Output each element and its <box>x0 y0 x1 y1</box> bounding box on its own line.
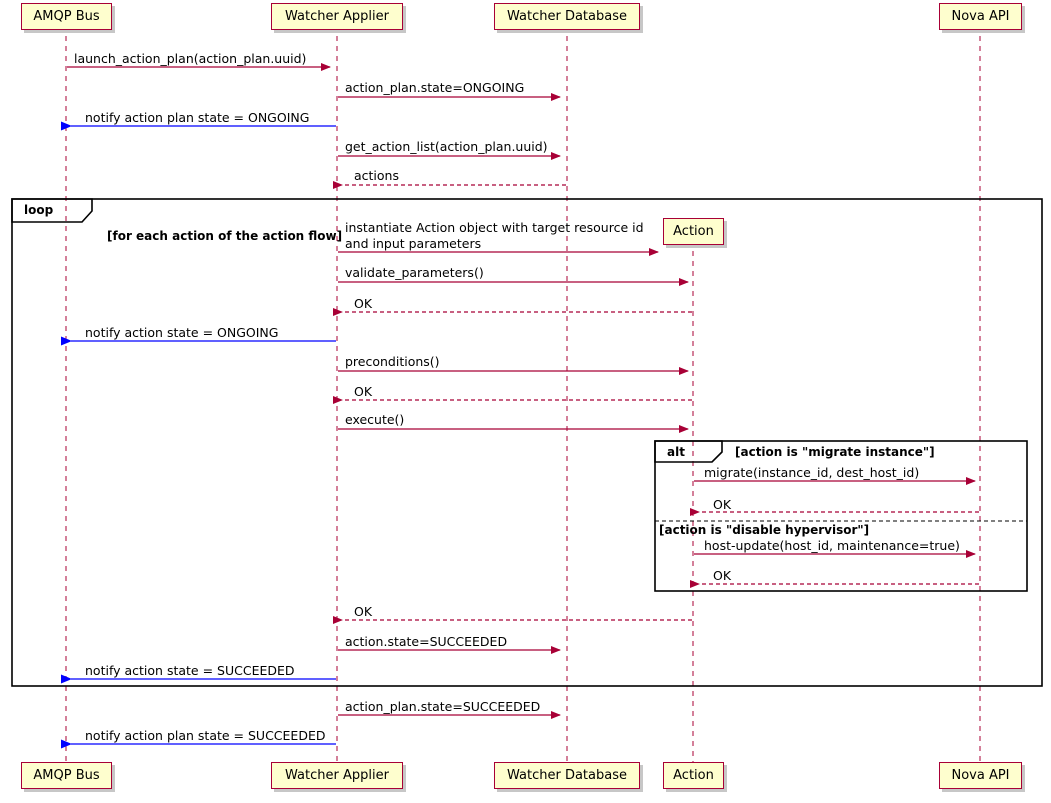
loop-fragment-tag: loop <box>24 203 54 217</box>
message-label: OK <box>713 497 732 512</box>
message-label: host-update(host_id, maintenance=true) <box>704 538 960 553</box>
message-label: instantiate Action object with target resource id <box>345 220 644 235</box>
participant-watcher-applier-bottom[interactable] <box>271 762 403 789</box>
participant-amqp-bus-top[interactable] <box>21 3 112 30</box>
message-label: validate_parameters() <box>345 265 484 280</box>
participant-action-bottom[interactable] <box>663 762 724 789</box>
participant-label: Watcher Database <box>507 768 627 783</box>
message-label: OK <box>354 296 373 311</box>
message-label: action_plan.state=SUCCEEDED <box>345 699 541 714</box>
loop-fragment <box>12 199 1042 686</box>
message-label: action_plan.state=ONGOING <box>345 80 525 95</box>
participant-nova-api-bottom[interactable] <box>939 762 1022 789</box>
alt-fragment <box>655 441 1027 591</box>
loop-fragment-label: [for each action of the action flow] <box>107 229 343 243</box>
alt-fragment-tag: alt <box>667 445 685 459</box>
message-label: OK <box>354 384 373 399</box>
participant-label: AMQP Bus <box>33 9 100 24</box>
message-label: get_action_list(action_plan.uuid) <box>345 139 548 154</box>
message-label: execute() <box>345 412 405 427</box>
participant-watcher-applier-top[interactable] <box>271 3 403 30</box>
message-label: notify action plan state = ONGOING <box>85 110 310 125</box>
message-label: notify action state = ONGOING <box>85 325 279 340</box>
participant-amqp-bus-bottom[interactable] <box>21 762 112 789</box>
message-label: action.state=SUCCEEDED <box>345 634 508 649</box>
message-label: actions <box>354 168 399 183</box>
participant-label: Watcher Applier <box>285 9 389 24</box>
message-label: preconditions() <box>345 354 440 369</box>
message-label: and input parameters <box>345 236 482 251</box>
message-label: migrate(instance_id, dest_host_id) <box>704 465 920 480</box>
participant-nova-api-top[interactable] <box>939 3 1022 30</box>
participant-label: Nova API <box>951 768 1010 783</box>
participant-watcher-database-top[interactable] <box>494 3 640 30</box>
message-label: notify action plan state = SUCCEEDED <box>85 728 326 743</box>
participant-action-created[interactable] <box>663 218 724 245</box>
message-arrows <box>67 67 979 744</box>
message-label: launch_action_plan(action_plan.uuid) <box>74 51 307 66</box>
participant-watcher-database-bottom[interactable] <box>494 762 640 789</box>
alt-fragment-label: [action is "migrate instance"] <box>735 445 935 459</box>
message-label: OK <box>713 568 732 583</box>
message-label: OK <box>354 604 373 619</box>
participant-label: Action <box>673 224 714 239</box>
participant-label: AMQP Bus <box>33 768 100 783</box>
participant-label: Watcher Database <box>507 9 627 24</box>
message-label: notify action state = SUCCEEDED <box>85 663 295 678</box>
participant-label: Watcher Applier <box>285 768 389 783</box>
participant-label: Nova API <box>951 9 1010 24</box>
alt-else-label: [action is "disable hypervisor"] <box>659 523 870 537</box>
participant-label: Action <box>673 768 714 783</box>
